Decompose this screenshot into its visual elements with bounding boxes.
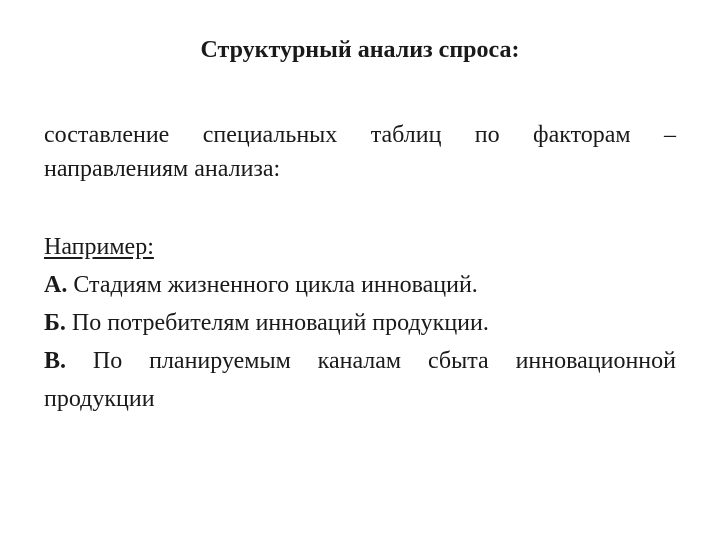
example-text: Стадиям жизненного цикла инноваций. [73, 272, 478, 298]
example-item-b [44, 304, 676, 342]
slide-title: Структурный анализ спроса: [200, 37, 520, 63]
examples-heading: Например: [44, 234, 154, 260]
example-marker: Б. [44, 310, 66, 336]
example-item-a [44, 266, 676, 304]
example-text: По планируемым каналам сбыта инновационной продукции [44, 348, 676, 412]
example-marker: А. [44, 272, 68, 298]
example-text: По потребителям инноваций продукции. [71, 310, 489, 336]
intro-paragraph: составление специальных таблиц по факторам – направлениям анализа: [44, 122, 676, 182]
example-item-c [44, 342, 676, 418]
examples-block [44, 228, 676, 418]
example-marker: В. [44, 348, 67, 374]
